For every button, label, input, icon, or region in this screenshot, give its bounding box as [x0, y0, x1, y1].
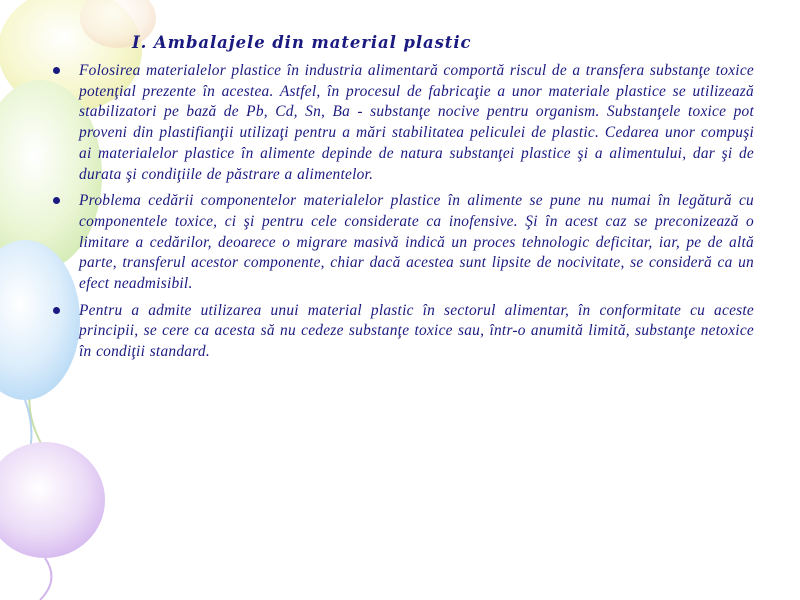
bullet-text: Pentru a admite utilizarea unui material plastic în sectorul alimentar, în conformitate cu aceste principii, se cere ca acesta să nu cedeze substanţe toxice sau, într-o anumită limită, substanţe netoxice în condiţii standard.: [79, 301, 754, 361]
slide-title: I. Ambalajele din material plastic: [132, 33, 472, 52]
bullet-item: [50, 191, 754, 295]
bullet-text: Folosirea materialelor plastice în industria alimentară comportă riscul de a transfera substanţe toxice potenţial prezente în acestea. Astfel, în procesul de fabricaţie a unor materiale plastice se utilizează stabilizatori pe bază de Pb, Cd, Sn, Ba - substanţe nocive pentru organism. Substanţele toxice pot proveni din plastifianţii utilizaţi pentru a mări stabilitatea peliculei de plastic. Cedarea unor compuşi ai materialelor plastice în alimente depinde de natura substanţei plastice şi a alimentului, dar şi de durata şi condiţiile de păstrare a alimentelor.: [79, 62, 754, 183]
bullet-dot-icon: [53, 197, 60, 204]
bullet-dot-icon: [53, 67, 60, 74]
bullet-item: [50, 61, 754, 185]
bullet-dot-icon: [53, 307, 60, 314]
bullet-item: [50, 301, 754, 363]
bullet-list: [50, 61, 754, 369]
bullet-text: Problema cedării componentelor materialelor plastice în alimente se pune nu numai în legătură cu componentele toxice, ci şi pentru cele considerate ca inofensive. Şi în acest caz se preconizează o limitare a cedărilor, deoarece o migrare masivă indică un proces tehnologic deficitar, iar, pe de altă parte, transferul acestor componente, chiar dacă acestea sunt lipsite de nocivitate, se consideră ca un efect neadmisibil.: [79, 192, 754, 293]
